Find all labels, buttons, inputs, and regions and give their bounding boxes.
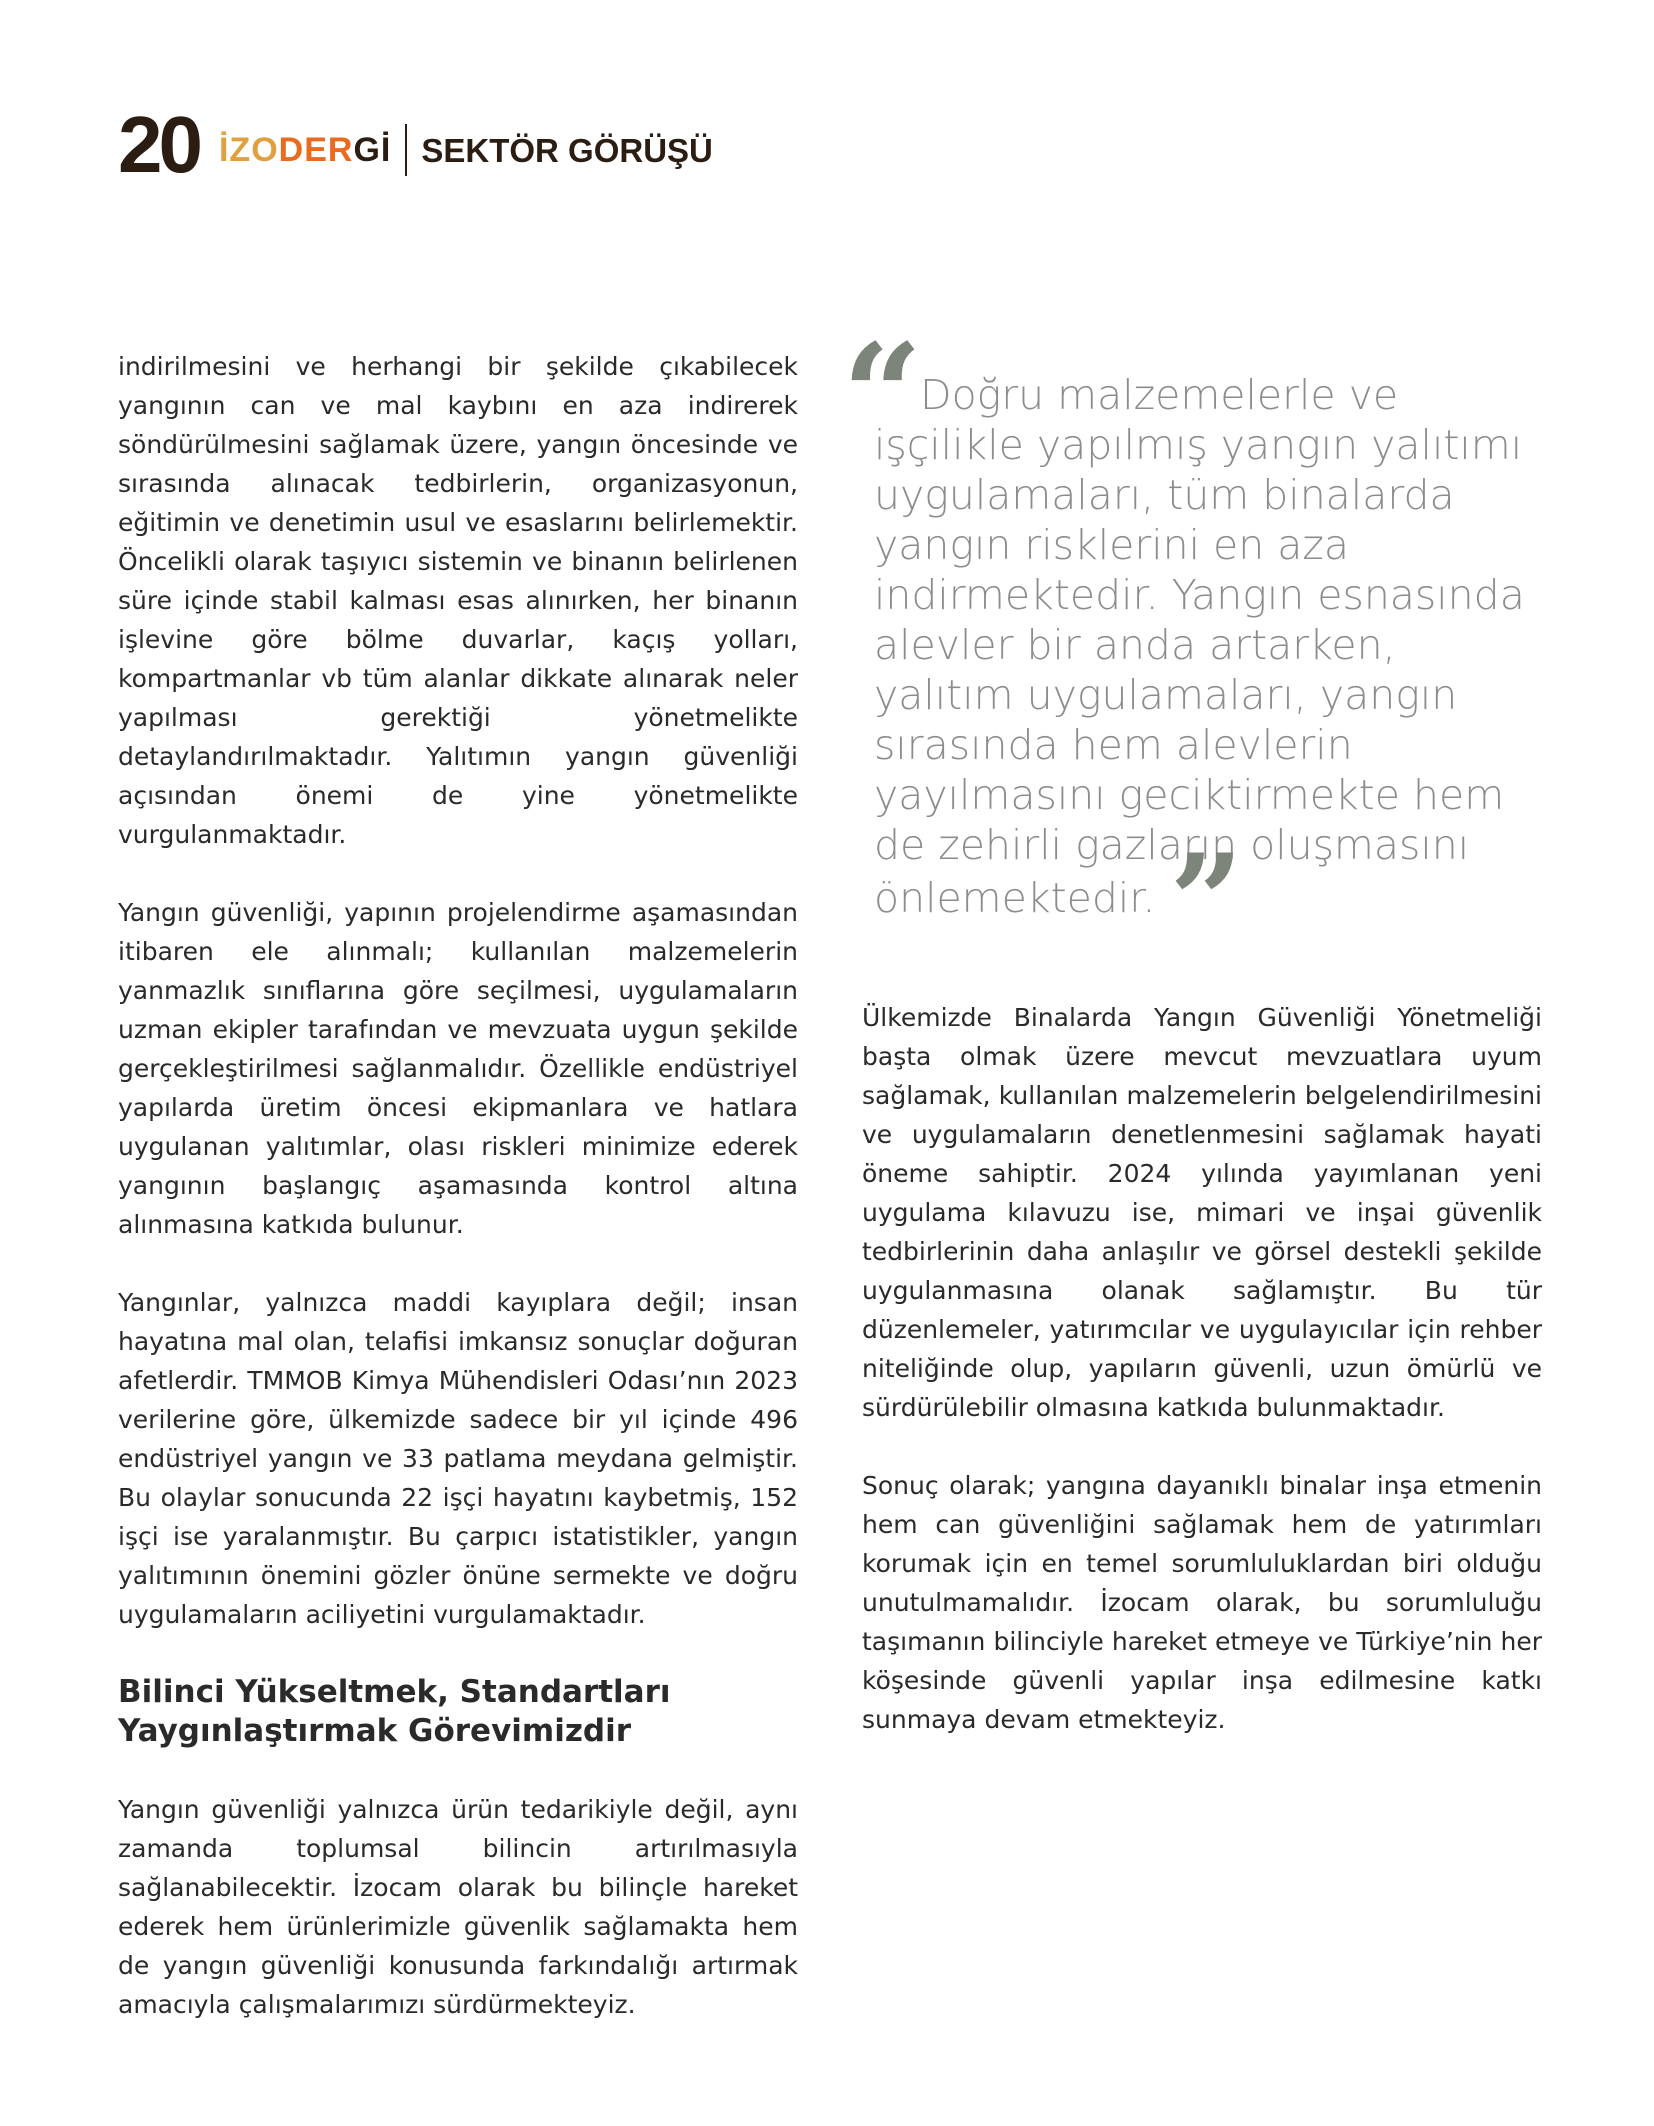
- logo-part-gi: Gİ: [353, 131, 392, 169]
- close-quote-mark: ”: [1169, 827, 1244, 977]
- pull-quote-text: Doğru malzemelerle ve işçilikle yapılmış yangın yalıtımı uygulamaları, tüm binalarda yangın risklerini en aza indirmektedir. Yangın esnasında alevler bir anda artarken, yalıtım uygulamaları, yangın sırasında hem alevlerin yayılmasını geciktirmekte hem de zehirli gazların oluşmasını önlemektedir.: [874, 371, 1525, 922]
- logo-part-der: DER: [278, 131, 354, 169]
- paragraph: Yangınlar, yalnızca maddi kayıplara değil; insan hayatına mal olan, telafisi imkansız sonuçlar doğuran afetlerdir. TMMOB Kimya Mühendisleri Odası’nın 2023 verilerine göre, ülkemizde sadece bir yıl içinde 496 endüstriyel yangın ve 33 patlama meydana gelmiştir. Bu olaylar sonucunda 22 işçi hayatını kaybetmiş, 152 işçi ise yaralanmıştır. Bu çarpıcı istatistikler, yangın yalıtımının önemini gözler önüne sermekte ve doğru uygulamaların aciliyetini vurgulamaktadır.: [118, 1288, 798, 1629]
- left-column: [118, 347, 798, 2063]
- paragraph: Ülkemizde Binalarda Yangın Güvenliği Yönetmeliği başta olmak üzere mevcut mevzuatlara uyum sağlamak, kullanılan malzemelerin belgelendirilmesini ve uygulamaların denetlenmesini sağlamak hayati öneme sahiptir. 2024 yılında yayımlanan yeni uygulama kılavuzu ise, mimari ve inşai güvenlik tedbirlerinin daha anlaşılır ve görsel destekli şekilde uygulanmasına olanak sağlamıştır. Bu tür düzenlemeler, yatırımcılar ve uygulayıcılar için rehber niteliğinde olup, yapıların güvenli, uzun ömürlü ve sürdürülebilir olmasına katkıda bulunmaktadır.: [862, 1003, 1542, 1422]
- header-divider: [405, 124, 407, 176]
- pull-quote-body: [874, 340, 1542, 977]
- right-column: [862, 998, 1542, 1778]
- subheading-line: Bilinci Yükseltmek, Standartları: [118, 1674, 671, 1710]
- paragraph: Yangın güvenliği yalnızca ürün tedarikiyle değil, aynı zamanda toplumsal bilincin artırılmasıyla sağlanabilecektir. İzocam olarak bu bilinçle hareket ederek hem ürünlerimizle güvenlik sağlamakta hem de yangın güvenliği konusunda farkındalığı artırmak amacıyla çalışmalarımızı sürdürmekteyiz.: [118, 1795, 798, 2019]
- logo-part-izo: İZO: [218, 131, 279, 169]
- paragraph: Yangın güvenliği, yapının projelendirme aşamasından itibaren ele alınmalı; kullanılan malzemelerin yanmazlık sınıflarına göre seçilmesi, uygulamaların uzman ekipler tarafından ve mevzuata uygun şekilde gerçekleştirilmesi sağlanmalıdır. Özellikle endüstriyel yapılarda üretim öncesi ekipmanlara ve hatlara uygulanan yalıtımlar, olası riskleri minimize ederek yangının başlangıç aşamasında kontrol altına alınmasına katkıda bulunur.: [118, 898, 798, 1239]
- subheading-line: Yaygınlaştırmak Görevimizdir: [118, 1713, 631, 1749]
- paragraph: Sonuç olarak; yangına dayanıklı binalar inşa etmenin hem can güvenliğini sağlamak hem de yatırımları korumak için en temel sorumluluklardan biri olduğu unutulmamalıdır. İzocam olarak, bu sorumluluğu taşımanın bilinciyle hareket etmeye ve Türkiye’nin her köşesinde güvenli yapılar inşa edilmesine katkı sunmaya devam etmekteyiz.: [862, 1471, 1542, 1734]
- paragraph: indirilmesini ve herhangi bir şekilde çıkabilecek yangının can ve mal kaybını en aza indirerek söndürülmesini sağlamak üzere, yangın öncesinde ve sırasında alınacak tedbirlerin, organizasyonun, eğitimin ve denetimin usul ve esaslarını belirlemektir. Öncelikli olarak taşıyıcı sistemin ve binanın belirlenen süre içinde stabil kalması esas alınırken, her binanın işlevine göre bölme duvarlar, kaçış yolları, kompartmanlar vb tüm alanlar dikkate alınarak neler yapılması gerektiği yönetmelikte detaylandırılmaktadır. Yalıtımın yangın güvenliği açısından önemi de yine yönetmelikte vurgulanmaktadır.: [118, 352, 798, 849]
- section-title: SEKTÖR GÖRÜŞÜ: [421, 131, 713, 169]
- subheading: [118, 1673, 798, 1751]
- open-quote-mark: “: [842, 314, 923, 478]
- page-number: 20: [118, 100, 199, 189]
- pull-quote: [842, 314, 1542, 977]
- page-header: [118, 100, 713, 190]
- magazine-logo: [219, 123, 391, 167]
